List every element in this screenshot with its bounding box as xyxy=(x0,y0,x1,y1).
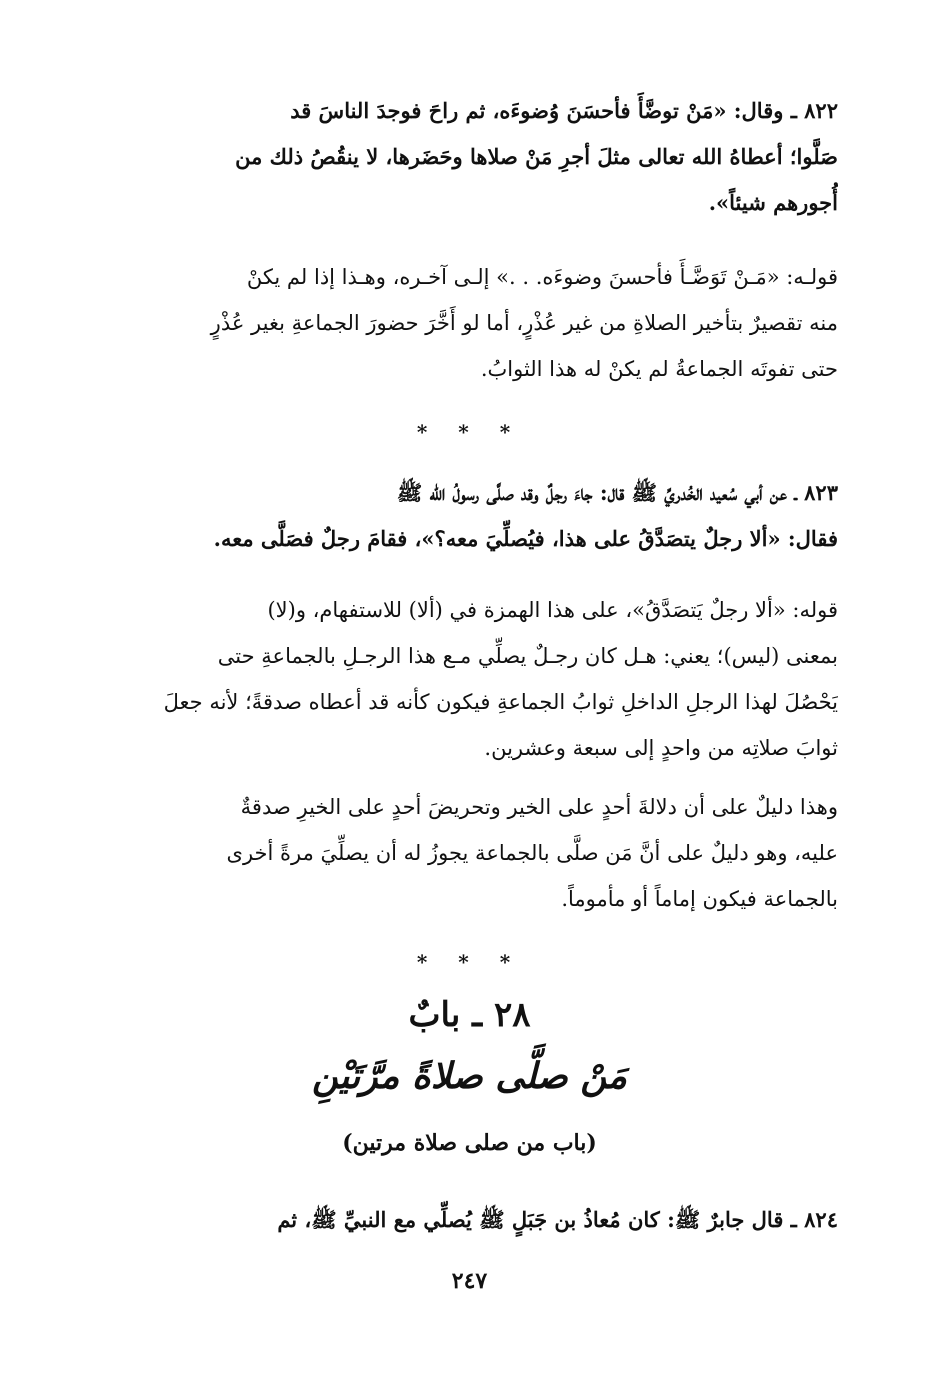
hadith-824 xyxy=(108,1197,838,1243)
text-line: أُجورهم شيئاً». xyxy=(708,190,838,215)
text-line: قولـه: «مَـنْ تَوَضَّـأَ فأحسنَ وضوءَه. . .» إلـى آخـره، وهـذا إذا لم يكنْ xyxy=(246,265,838,289)
chapter-number: ٢٨ ـ بابٌ xyxy=(408,995,531,1035)
hadith-823 xyxy=(108,470,838,562)
text-line: يَحْصُلَ لهذا الرجلِ الداخلِ ثوابُ الجماعةِ فيكون كأنه قد أعطاه صدقةً؛ لأنه جعلَ xyxy=(163,690,838,714)
commentary-822 xyxy=(108,254,838,392)
page-number: ٢٤٧ xyxy=(451,1268,488,1294)
commentary-823-a xyxy=(108,587,838,771)
hadith-822 xyxy=(108,88,838,226)
text-line: ثوابَ صلاتِه من واحدٍ إلى سبعة وعشرين. xyxy=(484,736,838,760)
text-line: بمعنى (ليس)؛ يعني: هـل كان رجـلٌ يصلِّي مـع هذا الرجـلِ بالجماعةِ حتى xyxy=(217,644,838,668)
chapter-title: مَنْ صلَّى صلاةً مرَّتَيْنِ xyxy=(311,1055,628,1097)
text-line: قوله: «ألا رجلٌ يَتصَدَّقُ»، على هذا الهمزة في (ألا) للاستفهام، و(لا) xyxy=(267,598,838,622)
text-line: فقال: «ألا رجلٌ يتصَدَّقُ على هذا، فيُصلِّيَ معه؟»، فقامَ رجلٌ فصَلَّى معه. xyxy=(213,526,838,551)
text-line: عليه، وهو دليلٌ على أنَّ مَن صلَّى بالجماعة يجوزُ له أن يصلِّيَ مرةً أخرى xyxy=(226,841,838,865)
text-line: صَلَّوا؛ أعطاهُ الله تعالى مثلَ أجرِ مَنْ صلاها وحَضَرها، لا ينقُصُ ذلك من xyxy=(235,144,838,169)
section-separator: * * * xyxy=(416,950,523,974)
text-line: ٨٢٢ ـ وقال: «مَنْ توضَّأَ فأحسَنَ وُضوءَه، ثم راحَ فوجدَ الناسَ قد xyxy=(290,98,838,123)
text-line: حتى تفوتَه الجماعةُ لم يكنْ له هذا الثوابُ. xyxy=(480,357,838,381)
text-line: وهذا دليلٌ على أن دلالةَ أحدٍ على الخير وتحريضَ أحدٍ على الخيرِ صدقةٌ xyxy=(240,795,838,819)
text-line: ٨٢٤ ـ قال جابرٌ ﷺ: كان مُعاذُ بن جَبَلٍ ﷺ يُصلِّي مع النبيِّ ﷺ، ثم xyxy=(277,1207,838,1232)
text-line: منه تقصيرٌ بتأخير الصلاةِ من غير عُذْرٍ، أما لو أَخَّرَ حضورَ الجماعةِ بغير عُذْرٍ xyxy=(210,311,838,335)
commentary-823-b xyxy=(108,784,838,922)
text-line: بالجماعة فيكون إماماً أو مأموماً. xyxy=(561,887,838,911)
text-line: ٨٢٣ ـ عن أبي سُعيد الخُدريِّ ﷺ قال: جاءَ رجلٌ وقد صلَّى رسولُ الله ﷺ xyxy=(396,480,838,505)
chapter-subtitle: (باب من صلى صلاة مرتين) xyxy=(342,1130,597,1156)
section-separator: * * * xyxy=(416,420,523,444)
